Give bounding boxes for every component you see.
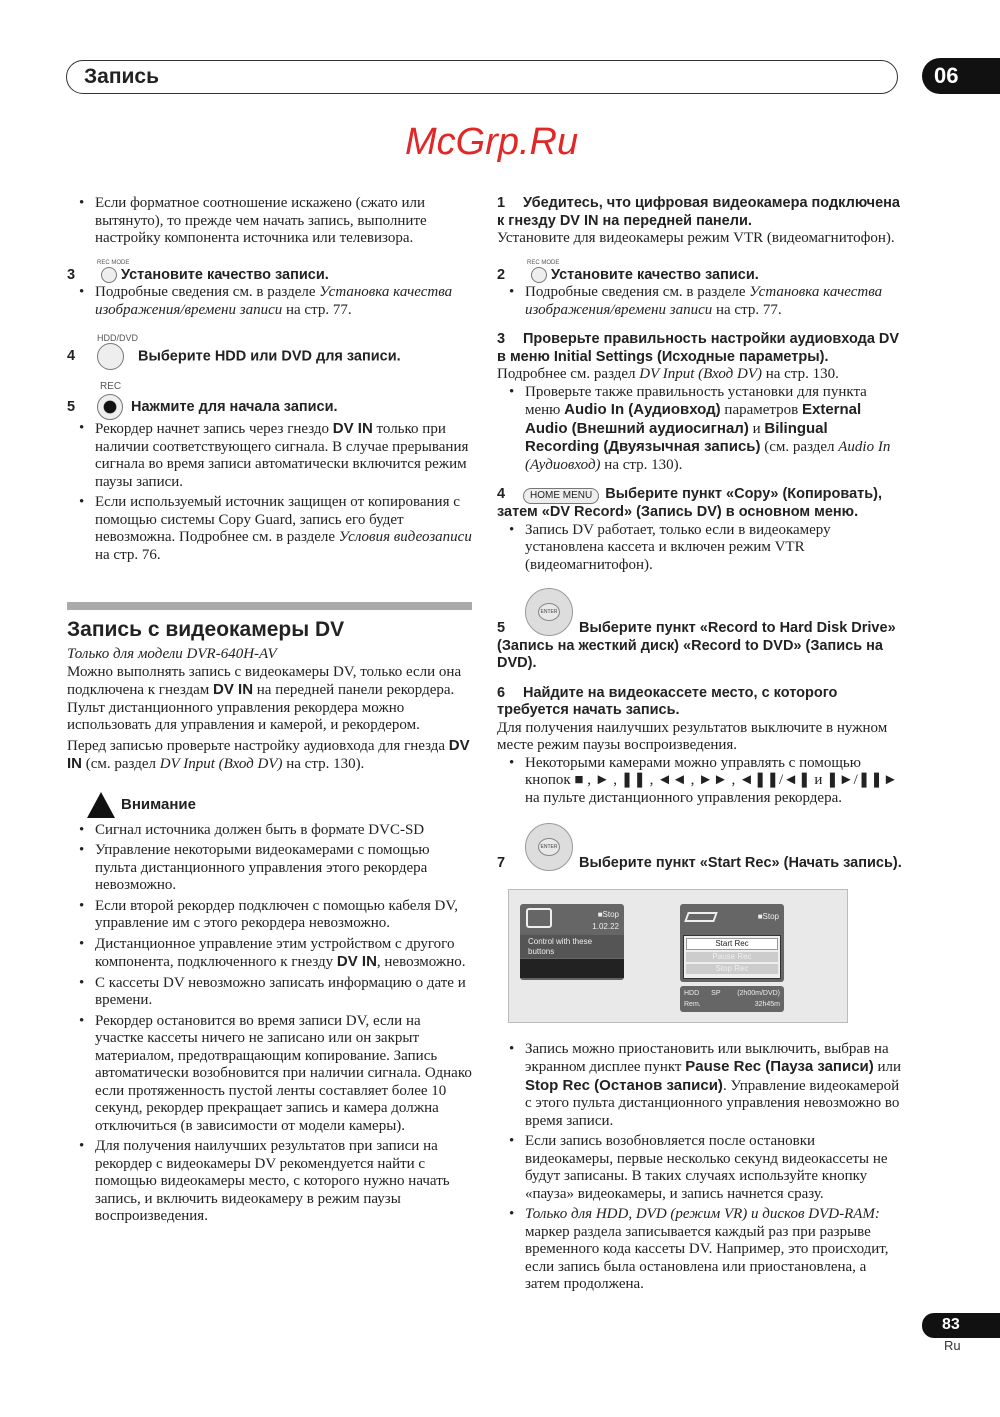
bullet bbox=[497, 1041, 902, 1131]
bullet bbox=[67, 822, 472, 840]
text: на стр. 77. bbox=[712, 301, 782, 318]
text: только при наличии соответствующего сигнала. В случае прерывания сигнала во время записи автоматически включится режим паузы записи. bbox=[95, 421, 469, 490]
text: (см. раздел bbox=[82, 756, 160, 772]
step-7: ENTER 7 Выберите пункт «Start Rec» (Начать запись). bbox=[497, 823, 902, 873]
language-label: Ru bbox=[944, 1338, 961, 1353]
step-1: 1 Убедитесь, что цифровая видеокамера подключена к гнезду DV IN на передней панели. bbox=[497, 195, 900, 229]
step-5: REC 5 Нажмите для начала записи. bbox=[67, 382, 472, 420]
recorder-panel: ■Stop Start Rec Pause Rec Stop Rec bbox=[680, 904, 784, 982]
text: или bbox=[873, 1059, 902, 1075]
enter-dpad-icon bbox=[525, 588, 573, 636]
bullet bbox=[67, 195, 472, 248]
paragraph bbox=[67, 737, 472, 774]
bullet bbox=[497, 384, 902, 475]
caution-list bbox=[67, 822, 472, 1226]
text: Запись можно приостановить или выключить, выбрав на экранном дисплее пункт bbox=[525, 1040, 889, 1075]
paragraph bbox=[67, 664, 472, 735]
rec-mode-button-icon bbox=[531, 267, 547, 283]
disk-info: HDD SP (2h00m/DVD) Rem. 32h45m bbox=[680, 986, 784, 1012]
bold-text: DV IN bbox=[336, 953, 377, 970]
bullet bbox=[497, 755, 902, 808]
text: и bbox=[748, 420, 765, 437]
bullet bbox=[67, 1013, 472, 1136]
text: на стр. 130. bbox=[762, 366, 839, 382]
text: Подробные сведения см. в разделе bbox=[525, 284, 750, 300]
text: Перед записью проверьте настройку аудиовхода для гнезда bbox=[67, 737, 449, 754]
enter-dpad-icon bbox=[525, 823, 573, 871]
paragraph bbox=[497, 720, 902, 755]
bullet bbox=[67, 284, 472, 319]
text: Подробнее см. раздел bbox=[497, 366, 640, 382]
text: Для получения наилучших результатов выключите в нужном месте режим паузы воспроизведения. bbox=[497, 719, 888, 753]
warning-icon bbox=[87, 792, 115, 818]
text: Запись DV работает, только если в видеокамеру установлена кассета и включен режим VTR (видеомагнитофон). bbox=[525, 521, 831, 573]
text: Если второй рекордер подключен с помощью кабеля DV, управление им с этого рекордера невозможно. bbox=[95, 897, 458, 931]
paragraph bbox=[497, 366, 902, 384]
text: параметров bbox=[720, 402, 802, 418]
text: . Управление видеокамерой с этого пульта дистанционного управления невозможно во время записи. bbox=[525, 1077, 900, 1129]
step-3: 3 Проверьте правильность настройки аудиовхода DV в меню Initial Settings (Исходные параметры). bbox=[497, 331, 900, 365]
enter-button-label: ENTER bbox=[538, 603, 560, 621]
bold-text: Bilingual Recording (Двуязычная запись) bbox=[525, 419, 828, 455]
text: на передней панели рекордера. Пульт дистанционного управления рекордера можно использовать для управления и камерой, и рекордером. bbox=[67, 682, 455, 733]
enter-button-label: ENTER bbox=[538, 838, 560, 856]
left-column bbox=[67, 195, 472, 1229]
stop-rec-menu-item[interactable]: Stop Rec bbox=[686, 964, 778, 974]
text: на стр. 130). bbox=[600, 456, 683, 473]
step-4: 4 HOME MENU Выберите пункт «Copy» (Копировать), затем «DV Record» (Запись DV) в основном меню. bbox=[497, 486, 883, 520]
transport-buttons bbox=[520, 959, 624, 978]
italic-text: Условия видеозаписи bbox=[338, 529, 472, 545]
rec-button-icon bbox=[97, 394, 123, 420]
recorder-icon bbox=[684, 912, 718, 922]
bold-text: DV IN bbox=[332, 420, 373, 437]
text: Если используемый источник защищен от копирования с помощью системы Copy Guard, запись его будет невозможна. Подробнее см. в разделе bbox=[95, 494, 460, 545]
chapter-tab: 06 bbox=[922, 58, 1000, 94]
section-divider bbox=[67, 602, 472, 610]
text: С кассеты DV невозможно записать информацию о дате и времени. bbox=[95, 974, 466, 1008]
text: на стр. 130). bbox=[282, 756, 365, 772]
bullet bbox=[497, 522, 902, 575]
step-3: REC MODE 3 Установите качество записи. bbox=[67, 259, 329, 283]
italic-text: DV Input (Вход DV) bbox=[159, 756, 283, 772]
watermark: McGrp.Ru bbox=[405, 121, 579, 163]
text: (см. раздел bbox=[760, 439, 839, 455]
model-note: Только для модели DVR-640H-AV bbox=[67, 646, 277, 662]
italic-text: Audio In (Аудиовход) bbox=[525, 439, 891, 473]
bold-text: Audio In (Аудиовход) bbox=[564, 401, 721, 418]
osd-screen-illustration bbox=[508, 889, 848, 1023]
paragraph bbox=[497, 230, 902, 248]
bold-text: Stop Rec (Останов записи) bbox=[525, 1076, 723, 1094]
text: Для получения наилучших результатов при записи на рекордер с видеокамеры DV рекомендуется найти с помощью видеокамеры место, с которого нужно начать запись, и включить видеокамеру в режим паузы воспроизведения. bbox=[95, 1138, 450, 1224]
pause-rec-menu-item[interactable]: Pause Rec bbox=[686, 952, 778, 962]
bullet bbox=[67, 420, 472, 491]
hdd-dvd-button-icon bbox=[97, 343, 124, 370]
text: Если форматное соотношение искажено (сжато или вытянуто), то прежде чем начать запись, выполните настройку компонента источника или телевизора. bbox=[95, 195, 427, 246]
bullet bbox=[67, 975, 472, 1010]
text: на стр. 76. bbox=[95, 546, 161, 563]
bullet bbox=[497, 1133, 902, 1203]
text: на стр. 77. bbox=[282, 301, 352, 318]
bold-text: DV IN bbox=[67, 736, 470, 772]
text: Установите для видеокамеры режим VTR (видеомагнитофон). bbox=[497, 230, 895, 246]
step-2: REC MODE 2 Установите качество записи. bbox=[497, 259, 759, 283]
italic-text: Только для HDD, DVD (режим VR) и дисков DVD-RAM: bbox=[525, 1206, 880, 1222]
camcorder-icon bbox=[526, 908, 552, 928]
text: Некоторыми камерами можно управлять с помощью кнопок ■ , ► , ❚❚ , ◄◄ , ►► , ◄❚❚/◄❚ и ❚►/❚❚► на пульте дистанционного управления рекордера. bbox=[525, 754, 898, 806]
camera-panel: ■Stop 1.02.22 Control with these buttons bbox=[520, 904, 624, 980]
text: Рекордер начнет запись через гнездо bbox=[95, 421, 333, 437]
text: Проверьте также правильность установки для пункта меню bbox=[525, 383, 867, 418]
step-6: 6 Найдите на видеокассете место, с которого требуется начать запись. bbox=[497, 684, 838, 718]
bullet bbox=[67, 898, 472, 933]
step-4: HDD/DVD 4 Выберите HDD или DVD для записи. bbox=[67, 333, 472, 370]
caution-heading: Внимание bbox=[87, 792, 472, 818]
start-rec-menu-item[interactable]: Start Rec bbox=[686, 938, 778, 950]
text: Можно выполнять запись с видеокамеры DV, только если она подключена к гнездам bbox=[67, 663, 462, 698]
bullet bbox=[497, 284, 902, 319]
text: Если запись возобновляется после остановки видеокамеры, первые несколько секунд видеокассеты не будут записаны. В таких случаях используйте кнопку «пауза» видеокамеры, и запись начнется сразу. bbox=[525, 1133, 888, 1202]
bold-text: Pause Rec (Пауза записи) bbox=[685, 1058, 874, 1075]
bullet bbox=[67, 936, 472, 972]
italic-text: DV Input (Вход DV) bbox=[639, 366, 762, 382]
page-title: Запись bbox=[84, 65, 160, 88]
text: Управление некоторыми видеокамерами с помощью пульта дистанционного управления этого рекордера невозможно. bbox=[95, 842, 430, 893]
bullet bbox=[67, 1138, 472, 1226]
bullet bbox=[67, 842, 472, 895]
bullet bbox=[67, 494, 472, 564]
right-column bbox=[497, 195, 902, 1297]
bullet bbox=[497, 1206, 902, 1294]
text: , невозможно. bbox=[376, 954, 466, 970]
text: Сигнал источника должен быть в формате DVC-SD bbox=[95, 821, 425, 838]
italic-text: Установка качества изображения/времени записи bbox=[95, 284, 453, 318]
bold-text: DV IN bbox=[213, 681, 254, 698]
text: маркер раздела записывается каждый раз при разрыве временного кода кассеты DV. Например, это происходит, если запись была остановлена или приостановлена, а затем продолжена. bbox=[525, 1223, 889, 1292]
home-menu-button-icon: HOME MENU bbox=[523, 488, 599, 504]
rec-mode-button-icon bbox=[101, 267, 117, 283]
section-title: Запись с видеокамеры DV bbox=[67, 618, 345, 641]
step-5: ENTER 5 Выберите пункт «Record to Hard Disk Drive» (Запись на жесткий диск) «Record to DVD» (Запись на DVD). bbox=[497, 588, 902, 673]
notes-list bbox=[497, 1041, 902, 1294]
italic-text: Установка качества изображения/времени записи bbox=[525, 284, 883, 318]
bold-text: External Audio (Внешний аудиосигнал) bbox=[525, 401, 862, 437]
text: Рекордер остановится во время записи DV, если на участке кассеты ничего не записано или он закрыт материалом, предотвращающим копирование. Запись автоматически возобновится при наличии сигнала. Однако если протяженность пустой ленты составляет более 10 секунд, рекордер прекращает запись и камера должна отключиться (в зависимости от модели камеры). bbox=[95, 1012, 472, 1134]
page-number: 83 bbox=[922, 1313, 1000, 1338]
text: Подробные сведения см. в разделе bbox=[95, 284, 320, 300]
text: Дистанционное управление этим устройством с другого компонента, подключенного к гнезду bbox=[95, 935, 455, 970]
page-header bbox=[66, 60, 898, 94]
